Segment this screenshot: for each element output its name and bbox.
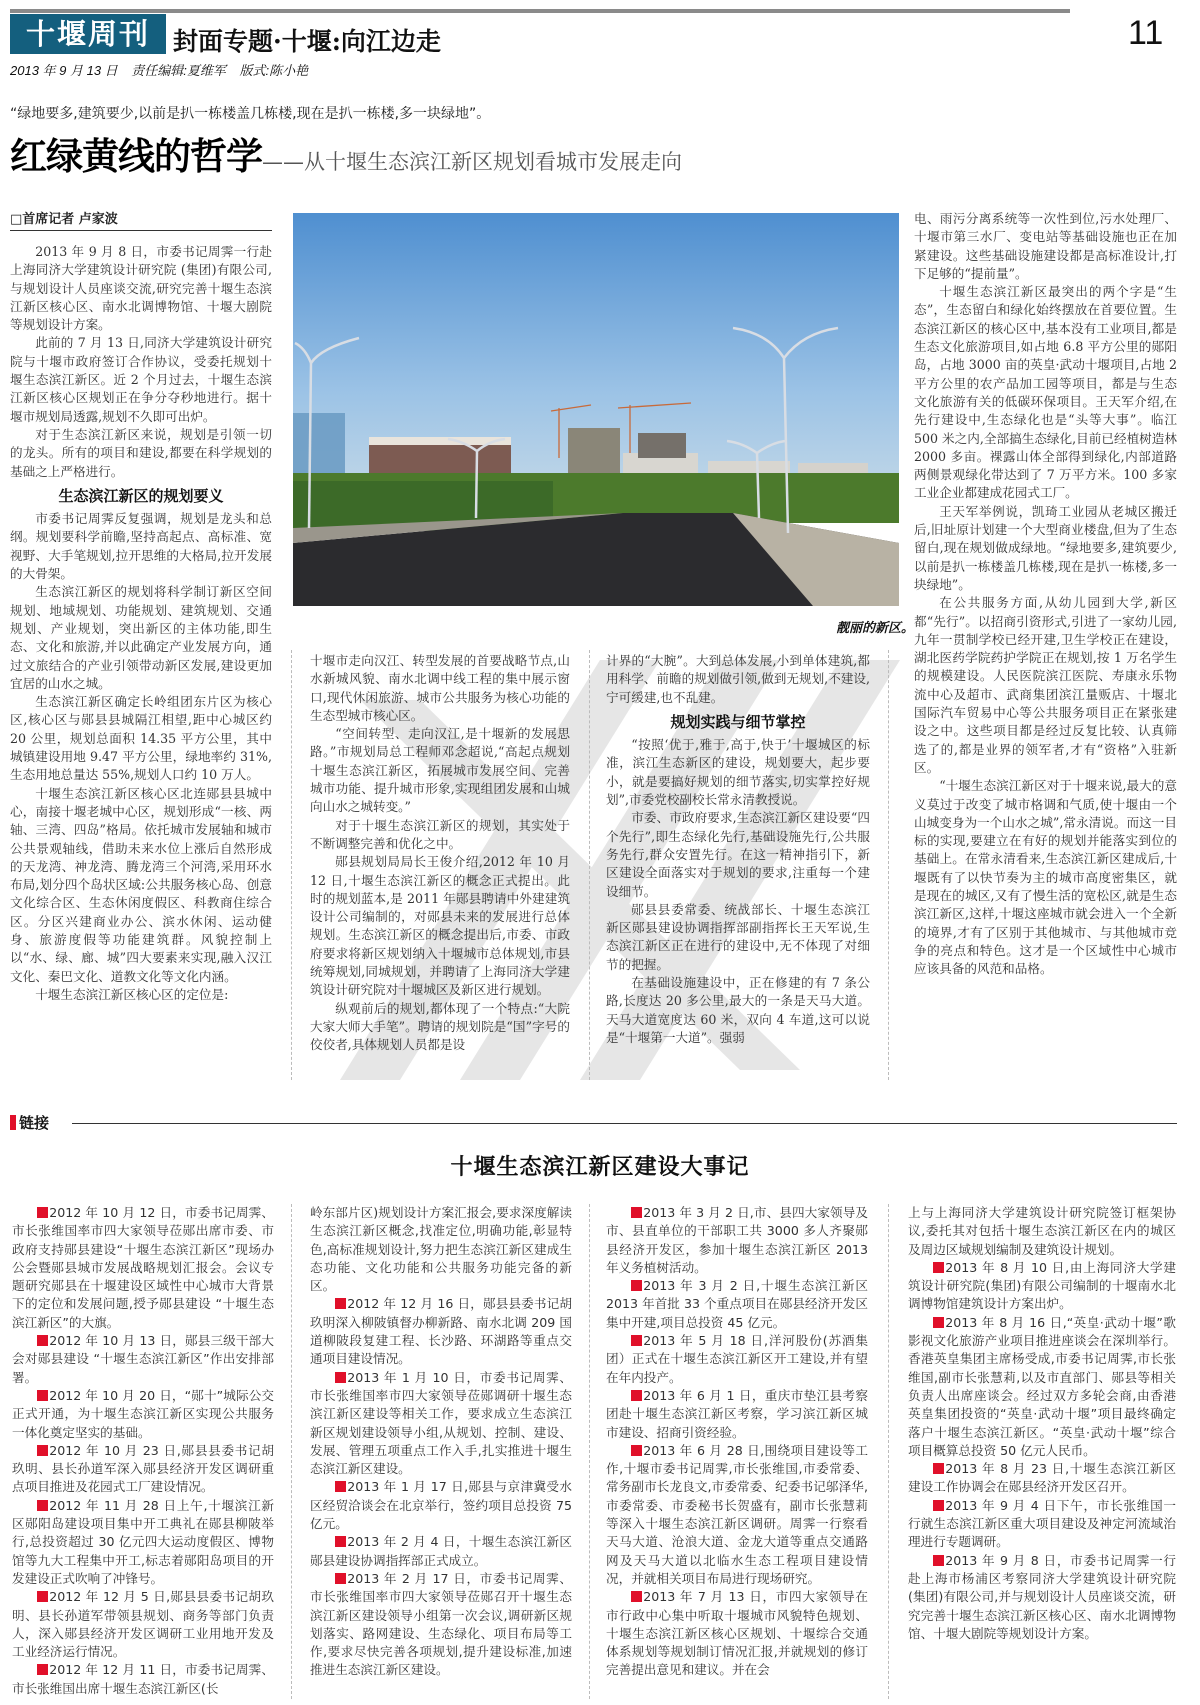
paragraph: 市委、市政府要求,生态滨江新区建设要“四个先行”,即生态绿化先行,基础设施先行,公共服务先行,群众安置先行。在这一精神指引下，新区建设全面落实对于规划的要求,注重每一个建设细节。 <box>606 810 870 899</box>
paragraph: 对于生态滨江新区来说，规划是引领一切的龙头。所有的项目和建设,都要在科学规划的基础之上严格进行。 <box>10 426 272 479</box>
timeline-entry <box>12 1588 274 1661</box>
red-square-bullet-icon <box>631 1335 642 1346</box>
paragraph: 此前的 7 月 13 日,同济大学建筑设计研究院与十堰市政府签订合作协议，受委托规划十堰生态滨江新区。近 2 个月过去，十堰生态滨江新区核心区规划正在争分夺秒地进行。据十堰市规划局透露,规划不久即可出炉。 <box>10 335 272 424</box>
red-square-bullet-icon <box>631 1591 642 1602</box>
red-square-bullet-icon <box>37 1335 48 1346</box>
red-square-bullet-icon <box>335 1298 346 1309</box>
timeline-entry-text: 2013 年 8 月 10 日,由上海同济大学建筑设计研究院(集团)有限公司编制的十堰南水北调博物馆建筑设计方案出炉。 <box>908 1259 1176 1312</box>
timeline-entry <box>606 1332 868 1387</box>
red-square-bullet-icon <box>631 1280 642 1291</box>
editor-credit: 责任编辑:夏维军 <box>131 63 226 78</box>
timeline-column-4 <box>908 1204 1176 1643</box>
timeline-entry-text: 2013 年 2 月 4 日，十堰生态滨江新区郧县建设协调指挥部正式成立。 <box>310 1534 572 1568</box>
red-square-bullet-icon <box>933 1500 944 1511</box>
timeline-entry <box>606 1588 868 1679</box>
timeline-entry <box>606 1277 868 1332</box>
timeline-column-1 <box>12 1204 274 1698</box>
column-divider <box>291 650 292 1080</box>
red-square-bullet-icon <box>37 1445 48 1456</box>
paragraph: 郧县规划局局长王俊介绍,2012 年 10 月 12 日,十堰生态滨江新区的概念正式提出。此时的规划蓝本,是 2011 年郧县聘请中外建建筑设计公司编制的，对郧县未来的发展进行总体规划。生态滨江新区的概念提出后,市委、市政府要求将新区规划纳入十堰城市总体规划,市县统筹规划,同城规划，并聘请了上海同济大学建筑设计研究院对十堰城区及新区进行规划。 <box>310 854 570 998</box>
paragraph: 在基础设施建设中，正在修建的有 7 条公路,长度达 20 多公里,最大的一条是天马大道。天马大道宽度达 60 米，双向 4 车道,这可以说是“十堰第一大道”。强弱 <box>606 975 870 1045</box>
timeline-entry <box>908 1552 1176 1643</box>
red-square-bullet-icon <box>631 1445 642 1456</box>
timeline-column-2 <box>310 1204 572 1680</box>
sidebar-label <box>10 1112 49 1133</box>
column-divider <box>589 650 590 1080</box>
timeline-entry-text: 2013 年 5 月 18 日,洋河股份(苏酒集团）正式在十堰生态滨江新区开工建设,并有望在年内投产。 <box>606 1333 868 1385</box>
issue-date: 2013 年 9 月 13 日 <box>10 63 118 78</box>
timeline-entry-text: 2013 年 6 月 1 日，重庆市垫江县考察团赴十堰生态滨江新区考察，学习滨江新区城市建设、招商引资经验。 <box>606 1387 868 1440</box>
section-heading: 生态滨江新区的规划要义 <box>58 486 224 505</box>
masthead: 十堰周刊 <box>10 14 166 54</box>
timeline-entry-text: 2012 年 11 月 28 日上午,十堰滨江新区郧阳岛建设项目集中开工典礼在郧县柳陂举行,总投资超过 30 亿元四大运动度假区、博物馆等九大工程集中开工,标志着郧阳岛项目的开发建设正式吹响了冲锋号。 <box>12 1497 274 1586</box>
timeline-entry-text: 岭东部片区)规划设计方案汇报会,要求深度解读生态滨江新区概念,找准定位,明确功能,彰显特色,高标准规划设计,努力把生态滨江新区建成生态功能、文化功能和公共服务功能完备的新区。 <box>310 1205 572 1294</box>
red-square-bullet-icon <box>335 1573 346 1584</box>
dateline <box>10 60 318 79</box>
column-divider <box>291 1204 292 1699</box>
paragraph: “按照‘优于,雅于,高于,快于’十堰城区的标准，滨江生态新区的建设，规划要大，起步要小，就是要搞好规划的细节落实,切实掌控好规划”,市委党校副校长常永清教授说。 <box>606 737 870 808</box>
timeline-entry <box>310 1204 572 1295</box>
article-column-1 <box>10 243 272 1004</box>
photo-caption: 靓丽的新区。 <box>836 621 915 636</box>
timeline-entry <box>12 1442 274 1497</box>
timeline-entry-text: 2012 年 10 月 20 日，“郧十”城际公交正式开通，为十堰生态滨江新区实现公共服务一体化奠定坚实的基础。 <box>12 1387 274 1440</box>
red-square-bullet-icon <box>37 1390 48 1401</box>
red-square-bullet-icon <box>37 1591 48 1602</box>
paragraph: 生态滨江新区确定长岭组团东片区为核心区,核心区与郧县县城隔江相望,距中心城区约 20 公里，规划总面积 14.35 平方公里，其中城镇建设用地 9.47 平方公里，绿地率约 31%,生态用地总量达 55%,规划人口约 10 万人。 <box>10 694 272 783</box>
timeline-entry <box>310 1570 572 1680</box>
paragraph: 郧县县委常委、统战部长、十堰生态滨江新区郧县建设协调指挥部副指挥长王天军说,生态滨江新区正在进行的建设中,无不体现了对细节的把握。 <box>606 901 870 972</box>
red-square-bullet-icon <box>37 1664 48 1675</box>
paragraph: 十堰生态滨江新区核心区的定位是: <box>35 986 229 1002</box>
timeline-entry-text: 2013 年 1 月 10 日，市委书记周霁、市长张维国率市四大家领导莅郧调研十堰生态滨江新区建设等相关工作，要求成立生态滨江新区规划建设领导小组,从规划、控制、建设、发展、管理五项重点工作入手,扎实推进十堰生态滨江新区建设。 <box>310 1369 572 1477</box>
timeline-entry <box>606 1387 868 1442</box>
timeline-entry <box>12 1661 274 1698</box>
red-square-bullet-icon <box>933 1463 944 1474</box>
red-square-bullet-icon <box>933 1555 944 1566</box>
column-divider <box>888 1204 889 1699</box>
paragraph: 计界的“大腕”。大到总体发展,小到单体建筑,都用科学、前瞻的规划做引领,做到无规划,不建设,宁可缓建,也不乱建。 <box>606 653 870 705</box>
timeline-entry-text: 2013 年 1 月 17 日,郧县与京津冀受水区经贸洽谈会在北京举行，签约项目总投资 75 亿元。 <box>310 1479 572 1532</box>
sidebar-rule <box>72 1123 1177 1124</box>
top-rule <box>10 9 1070 13</box>
timeline-entry-text: 2013 年 6 月 28 日,围绕项目建设等工作,十堰市委书记周霁,市长张维国,市委常委、常务副市长龙良文,市委常委、纪委书记邬泽华,市委常委、市委秘书长贺盛有，副市长张慧莉等深入十堰生态滨江新区调研。周霁一行察看天马大道、沧浪大道、金龙大道等重点交通路网及天马大道以北临水生态工程项目建设情况，并就相关项目布局进行现场研究。 <box>606 1442 868 1586</box>
timeline-entry <box>12 1387 274 1442</box>
timeline-entry <box>908 1314 1176 1460</box>
timeline-entry <box>908 1204 1176 1259</box>
article-kicker: “绿地要多,建筑要少,以前是扒一栋楼盖几栋楼,现在是扒一栋楼,多一块绿地”。 <box>10 106 491 122</box>
section-heading: 规划实践与细节掌控 <box>670 712 806 731</box>
timeline-entry-text: 上与上海同济大学建筑设计研究院签订框架协议,委托其对包括十堰生态滨江新区在内的城区及周边区域规划编制及建筑设计规划。 <box>908 1205 1176 1257</box>
paragraph: 纵观前后的规划,都体现了一个特点:“大院大家大师大手笔”。聘请的规划院是“国”字号的佼佼者,具体规划人员都是设 <box>310 1000 570 1053</box>
timeline-entry-text: 2013 年 3 月 2 日,十堰生态滨江新区 2013 年首批 33 个重点项目在郧县经济开发区集中开建,项目总投资 45 亿元。 <box>606 1278 868 1330</box>
red-square-bullet-icon <box>933 1317 944 1328</box>
timeline-entry <box>310 1369 572 1479</box>
timeline-entry <box>606 1204 868 1277</box>
timeline-entry-text: 2013 年 9 月 8 日，市委书记周霁一行赴上海市杨浦区考察同济大学建筑设计研究院(集团)有限公司,并与规划设计人员座谈交流，研究完善十堰生态滨江新区核心区、南水北调博物馆、十堰大剧院等规划设计方案。 <box>908 1552 1176 1641</box>
red-marker-icon <box>10 1115 16 1130</box>
timeline-entry-text: 2012 年 12 月 11 日，市委书记周霁、市长张维国出席十堰生态滨江新区(长 <box>12 1662 274 1696</box>
timeline-entry-text: 2013 年 9 月 4 日下午，市长张维国一行就生态滨江新区重大项目建设及神定河流域治理进行专题调研。 <box>908 1497 1176 1550</box>
paragraph: 电、雨污分离系统等一次性到位,污水处理厂、十堰市第三水厂、变电站等基础设施也正在加紧建设。这些基础设施建设都是高标准设计,打下足够的“提前量”。 <box>914 211 1177 281</box>
timeline-entry <box>310 1478 572 1533</box>
timeline-entry-text: 2013 年 8 月 23 日,十堰生态滨江新区建设工作协调会在郧县经济开发区召开。 <box>908 1461 1176 1495</box>
byline: □首席记者 卢家波 <box>10 208 272 231</box>
timeline-entry-text: 2012 年 10 月 12 日，市委书记周霁、市长张维国率市四大家领导莅郧出席市委、市政府支持郧县建设“十堰生态滨江新区”现场办公会暨郧县城市发展战略规划汇报会。会议专题研究郧县在十堰建设区域性中心城市大背景下的定位和发展问题,授予郧县建设 “十堰生态滨江新区”的大旗。 <box>12 1205 274 1330</box>
paragraph: 十堰生态滨江新区核心区北连郧县县城中心，南接十堰老城中心区，规划形成“一核、两轴、三湾、四岛”格局。依托城市发展轴和城市公共景观轴线，借助未来水位上涨后自然形成的天龙湾、神龙湾、腾龙湾三个河湾,采用环水布局,划分四个岛状区域:公共服务核心岛、创意文化综合区、生态休闲度假区、科教商住综合区。分区兴建商业办公、滨水休闲、运动健身、旅游度假等功能建筑群。风貌控制上以“水、绿、廊、城”四大要素来实现,融入汉江文化、秦巴文化、道教文化等文化内涵。 <box>10 785 272 984</box>
article-column-3 <box>606 652 870 1047</box>
red-square-bullet-icon <box>933 1262 944 1273</box>
red-square-bullet-icon <box>631 1390 642 1401</box>
timeline-entry <box>12 1204 274 1332</box>
timeline-entry-text: 2013 年 2 月 17 日，市委书记周霁、市长张维国率市四大家领导莅郧召开十堰生态滨江新区建设领导小组第一次会议,调研新区规划落实、路网建设、生态绿化、项目布局等工作,要求尽快完善各项规划,提升建设标准,加速推进生态滨江新区建设。 <box>310 1570 572 1678</box>
red-square-bullet-icon <box>335 1372 346 1383</box>
paragraph: 十堰市走向汉江、转型发展的首要战略节点,山水新城风貌、南水北调中线工程的集中展示窗口,现代休闲旅游、城市公共服务为核心功能的生态型城市核心区。 <box>310 653 570 723</box>
timeline-entry-text: 2013 年 7 月 13 日，市四大家领导在市行政中心集中听取十堰城市风貌特色规划、十堰生态滨江新区核心区规划、十堰综合交通体系规划等规划制订情况汇报,并就规划的修订完善提出意见和建议。并在会 <box>606 1589 868 1678</box>
layout-credit: 版式:陈小艳 <box>239 63 309 78</box>
paragraph: 市委书记周霁反复强调，规划是龙头和总纲。规划要科学前瞻,坚持高起点、高标准、宽视野、大手笔规划,拉开思维的大格局,拉开发展的大骨架。 <box>10 511 272 582</box>
timeline-entry-text: 2012 年 12 月 16 日，郧县县委书记胡玖明深入柳陂镇督办柳新路、南水北调 209 国道柳陂段复建工程、长沙路、环湖路等重点交通项目建设情况。 <box>310 1296 572 1367</box>
paragraph: 2013 年 9 月 8 日，市委书记周霁一行赴上海同济大学建筑设计研究院 (集团)有限公司,与规划设计人员座谈交流,研究完善十堰生态滨江新区核心区、南水北调博物馆、十堰大剧院等规划设计方案。 <box>10 244 272 333</box>
timeline-entry-text: 2013 年 8 月 16 日,“英皇·武动十堰”歌影视文化旅游产业项目推进座谈会在深圳举行。香港英皇集团主席杨受成,市委书记周霁,市长张维国,副市长张慧莉,以及市直部门、郧县等相关负责人出席座谈会。经过双方多轮会商,由香港英皇集团投资的“英皇·武动十堰”项目最终确定落户十堰生态滨江新区。“英皇·武动十堰”综合项目概算总投资 50 亿元人民币。 <box>908 1314 1176 1458</box>
timeline-entry <box>908 1497 1176 1552</box>
timeline-entry-text: 2012 年 10 月 23 日,郧县县委书记胡玖明、县长孙道军深入郧县经济开发区调研重点项目推进及花园式工厂建设情况。 <box>12 1442 274 1495</box>
timeline-entry <box>310 1533 572 1570</box>
red-square-bullet-icon <box>335 1481 346 1492</box>
sidebar-label-text: 链接 <box>19 1114 50 1132</box>
timeline-title: 十堰生态滨江新区建设大事记 <box>450 1155 750 1180</box>
timeline-entry <box>310 1295 572 1368</box>
article-photo <box>293 213 899 606</box>
paragraph: 十堰生态滨江新区最突出的两个字是“生态”，生态留白和绿化始终摆放在首要位置。生态滨江新区的核心区中,基本没有工业项目,都是生态文化旅游项目,如占地 6.8 平方公里的郧阳岛，占地 3000 亩的英皇·武动十堰项目,占地 2 平方公里的农产品加工园等项目，都是与生态文化旅游有关的低碳环保项目。王天军介绍,在先行建设中,生态绿化也是“头等大事”。临江 500 米之内,全部搞生态绿化,目前已经植树造林 2000 多亩。裸露山体全部得到绿化,内部道路两侧景观绿化带达到了 7 万平方米。100 多家工业企业都建成花园式工厂。 <box>914 284 1177 501</box>
article-column-4 <box>914 210 1177 978</box>
section-title: 封面专题·十堰:向江边走 <box>173 27 441 56</box>
paragraph: 生态滨江新区的规划将科学制订新区空间规划、地域规划、功能规划、建筑规划、交通规划、产业规划，突出新区的主体功能,即生态、文化和旅游,并以此确定产业发展方向，通过文旅结合的产业引领带动新区发展,建设更加宜居的山水之城。 <box>10 584 272 691</box>
article-headline <box>10 126 682 180</box>
red-square-bullet-icon <box>37 1207 48 1218</box>
headline-sub: ——从十堰生态滨江新区规划看城市发展走向 <box>262 150 682 174</box>
article-column-2 <box>310 652 570 1055</box>
page-number: 11 <box>1128 14 1164 52</box>
timeline-column-3 <box>606 1204 868 1680</box>
red-square-bullet-icon <box>37 1500 48 1511</box>
timeline-entry-text: 2012 年 10 月 13 日，郧县三级干部大会对郧县建设 “十堰生态滨江新区”作出安排部署。 <box>12 1333 274 1385</box>
headline-main: 红绿黄线的哲学 <box>10 134 262 178</box>
red-square-bullet-icon <box>335 1536 346 1547</box>
timeline-entry <box>12 1497 274 1588</box>
paragraph: 对于十堰生态滨江新区的规划，其实处于不断调整完善和优化之中。 <box>310 817 570 851</box>
paragraph: 在公共服务方面,从幼儿园到大学,新区都“先行”。以招商引资形式,引进了一家幼儿园,九年一贯制学校已经开建,卫生学校正在建设，湖北医药学院药护学院正在规划,按 1 万名学生的规模建设。人民医院滨江医院、寿康永乐物流中心及超市、武商集团滨江量贩店、十堰北国际汽车贸易中心等公共服务项目正在紧张建设之中。这些项目都是经过反复比较、认真筛选了的,都是业界的领军者,才有“资格”入驻新区。 <box>914 595 1177 775</box>
red-square-bullet-icon <box>631 1207 642 1218</box>
street-scene-image <box>293 213 899 606</box>
timeline-entry <box>12 1332 274 1387</box>
timeline-entry <box>606 1442 868 1588</box>
timeline-entry <box>908 1460 1176 1497</box>
paragraph: 王天军举例说，凯琦工业园从老城区搬迁后,旧址原计划建一个大型商业楼盘,但为了生态留白,现在规划做成绿地。“绿地要多,建筑要少,以前是扒一栋楼盖几栋楼,现在是扒一栋楼,多一块绿地”。 <box>914 503 1177 592</box>
timeline-entry-text: 2012 年 12 月 5 日,郧县县委书记胡玖明、县长孙道军带领县规划、商务等部门负责人，深入郧县经济开发区调研工业用地开发及工业经济运行情况。 <box>12 1589 274 1660</box>
column-divider <box>888 650 889 1080</box>
paragraph: “空间转型、走向汉江,是十堰新的发展思路。”市规划局总工程师邓念超说,“高起点规划十堰生态滨江新区，拓展城市发展空间、完善城市功能、提升城市形象,实现组团发展和山城向山水之城转变。” <box>310 726 570 815</box>
timeline-entry-text: 2013 年 3 月 2 日,市、县四大家领导及市、县直单位的干部职工共 3000 多人齐聚郧县经济开发区，参加十堰生态滨江新区 2013 年义务植树活动。 <box>606 1205 868 1275</box>
paragraph: “十堰生态滨江新区对于十堰来说,最大的意义莫过于改变了城市格调和气质,使十堰由一个山城变身为一个山水之城”,常永清说。而这一目标的实现,要建立在有好的规划并能落实到位的基础上。在常永清看来,生态滨江新区建成后,十堰既有了以快节奏为主的城市高度密集区，就是现在的城区,又有了慢生活的宽松区,就是生态滨江新区,这样,十堰这座城市就会进入一个全新的境界,才有了区别于其他城市、与其他城市竞争的亮点和特色。这才是一个区域性中心城市应该具备的风范和品格。 <box>914 778 1177 977</box>
timeline-entry <box>908 1259 1176 1314</box>
column-divider <box>589 1204 590 1699</box>
